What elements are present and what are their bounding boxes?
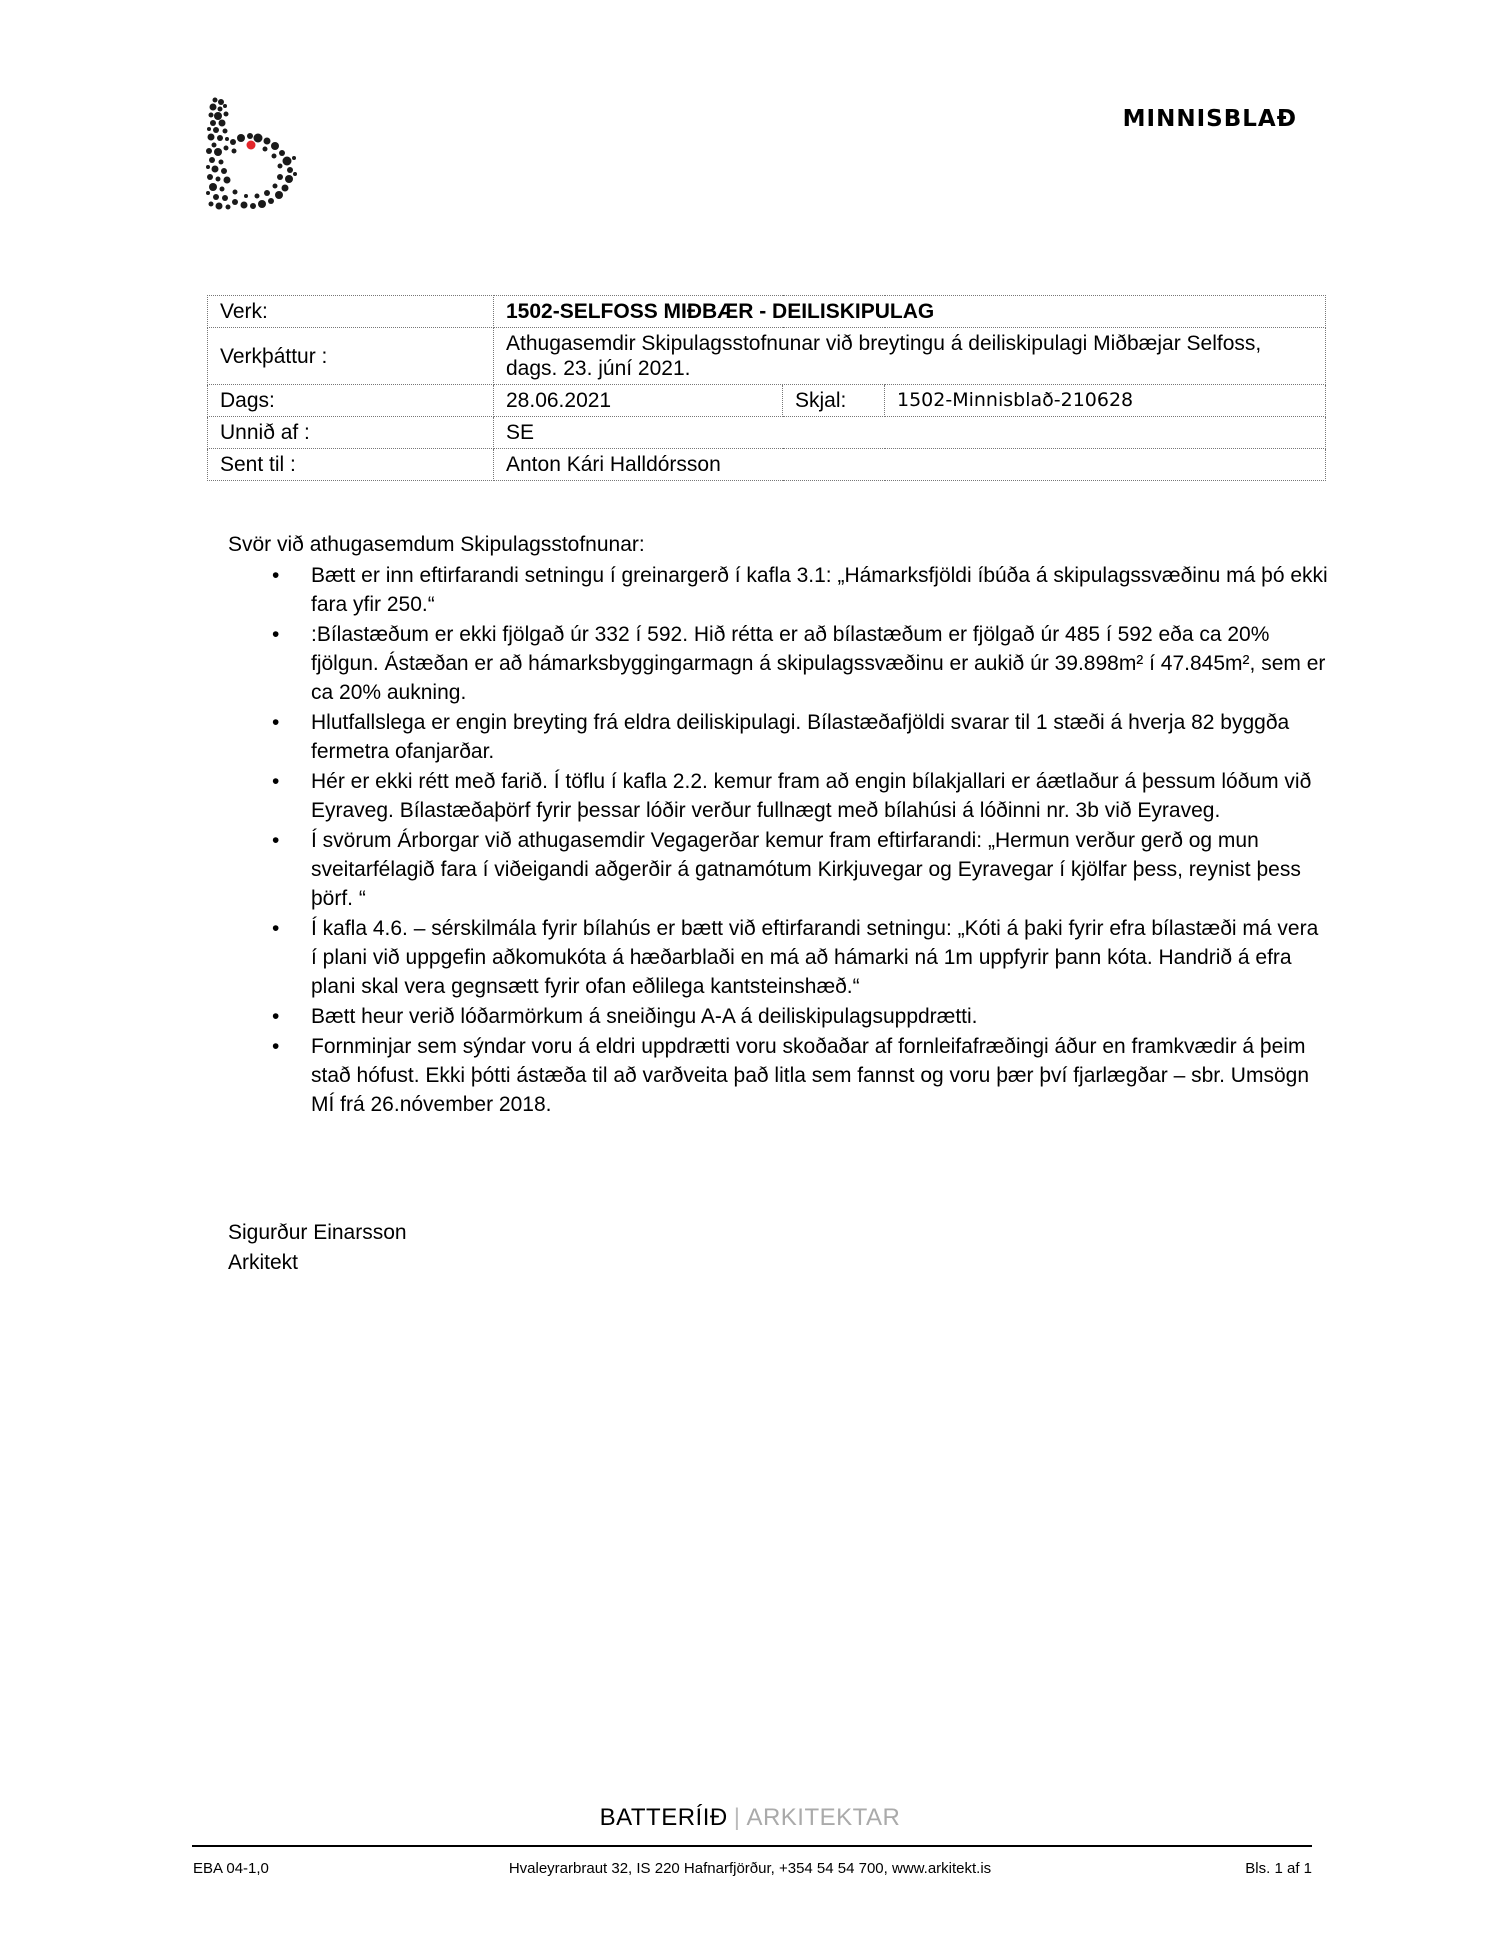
section-label: Verkþáttur : bbox=[208, 328, 494, 385]
brand-name: BATTERÍIÐ bbox=[599, 1804, 728, 1831]
bullet-icon: • bbox=[272, 770, 280, 793]
list-item bbox=[228, 914, 1328, 1001]
memo-intro: Svör við athugasemdum Skipulagsstofnunar: bbox=[228, 533, 645, 556]
document-type-title: MINNISBLAÐ bbox=[1122, 106, 1297, 132]
list-item-text: Bætt er inn eftirfarandi setningu í greinargerð í kafla 3.1: „Hámarksfjöldi íbúða á skipulagssvæðinu má þó ekki fara yfir 250.“ bbox=[311, 564, 1328, 616]
footer-divider bbox=[192, 1845, 1312, 1847]
info-row-section bbox=[208, 328, 1326, 385]
page-number: Bls. 1 af 1 bbox=[1245, 1860, 1312, 1877]
section-value: Athugasemdir Skipulagsstofnunar við breytingu á deiliskipulagi Miðbæjar Selfoss, dags. 23. júní 2021. bbox=[494, 328, 1326, 385]
list-item-text: Hlutfallslega er engin breyting frá eldra deiliskipulagi. Bílastæðafjöldi svarar til 1 stæði á hverja 82 byggða fermetra ofanjarðar. bbox=[311, 711, 1290, 763]
list-item bbox=[228, 1032, 1328, 1119]
brand-subtitle: ARKITEKTAR bbox=[746, 1804, 901, 1831]
date-value: 28.06.2021 bbox=[494, 385, 783, 417]
list-item-text: :Bílastæðum er ekki fjölgað úr 332 í 592. Hið rétta er að bílastæðum er fjölgað úr 485 í 592 eða ca 20% fjölgun. Ástæðan er að hámarksbyggingarmagn á skipulagssvæðinu er aukið úr 39.898m² í 47.845m², sem er ca 20% aukning. bbox=[311, 623, 1326, 704]
info-row-recipient bbox=[208, 449, 1326, 481]
info-row-author bbox=[208, 417, 1326, 449]
form-code: EBA 04-1,0 bbox=[193, 1860, 269, 1877]
list-item-text: Bætt heur verið lóðarmörkum á sneiðingu A-A á deiliskipulagsuppdrætti. bbox=[311, 1005, 978, 1028]
document-info-table bbox=[207, 295, 1326, 481]
memo-body bbox=[228, 530, 1328, 1120]
list-item bbox=[228, 767, 1328, 825]
list-item bbox=[228, 561, 1328, 619]
author-label: Unnið af : bbox=[208, 417, 494, 449]
response-list bbox=[228, 561, 1328, 1119]
info-row-project bbox=[208, 296, 1326, 328]
recipient-value: Anton Kári Halldórsson bbox=[494, 449, 1326, 481]
bullet-icon: • bbox=[272, 711, 280, 734]
list-item bbox=[228, 708, 1328, 766]
company-logo bbox=[205, 96, 305, 216]
signature-title: Arkitekt bbox=[228, 1251, 299, 1274]
bullet-icon: • bbox=[272, 1005, 280, 1028]
project-label: Verk: bbox=[208, 296, 494, 328]
bullet-icon: • bbox=[272, 917, 280, 940]
recipient-label: Sent til : bbox=[208, 449, 494, 481]
list-item-text: Í kafla 4.6. – sérskilmála fyrir bílahús er bætt við eftirfarandi setningu: „Kóti á þaki fyrir efra bílastæði má vera í plani við uppgefin aðkomukóta á hæðarblaði en má að hámarki ná 1m uppfyrir þann kóta. Handrið á efra plani skal vera gegnsætt fyrir ofan eðlilega kantsteinshæð.“ bbox=[311, 917, 1319, 998]
file-label: Skjal: bbox=[783, 385, 885, 417]
date-label: Dags: bbox=[208, 385, 494, 417]
bullet-icon: • bbox=[272, 564, 280, 587]
list-item-text: Hér er ekki rétt með farið. Í töflu í kafla 2.2. kemur fram að engin bílakjallari er áætlaður á þessum lóðum við Eyraveg. Bílastæðaþörf fyrir þessar lóðir verður fullnægt með bílahúsi á lóðinni nr. 3b við Eyraveg. bbox=[311, 770, 1312, 822]
author-value: SE bbox=[494, 417, 1326, 449]
brand-separator: | bbox=[733, 1804, 741, 1831]
company-address: Hvaleyrarbraut 32, IS 220 Hafnarfjörður, +354 54 54 700, www.arkitekt.is bbox=[508, 1860, 992, 1877]
list-item-text: Fornminjar sem sýndar voru á eldri uppdrætti voru skoðaðar af fornleifafræðingi áður en framkvædir á þeim stað hófust. Ekki þótti ástæða til að varðveita það litla sem fannst og voru þær því fjarlægðar – sbr. Umsögn MÍ frá 26.nóvember 2018. bbox=[311, 1035, 1309, 1116]
list-item bbox=[228, 1002, 1328, 1031]
list-item bbox=[228, 620, 1328, 707]
list-item-text: Í svörum Árborgar við athugasemdir Vegagerðar kemur fram eftirfarandi: „Hermun verður gerð og mun sveitarfélagið fara í viðeigandi aðgerðir á gatnamótum Kirkjuvegar og Eyravegar í kjölfar þess, reynist þess þörf. “ bbox=[311, 829, 1301, 910]
footer-brand bbox=[0, 1804, 1500, 1832]
bullet-icon: • bbox=[272, 623, 280, 646]
project-value: 1502-SELFOSS MIÐBÆR - DEILISKIPULAG bbox=[494, 296, 1326, 328]
bullet-icon: • bbox=[272, 1035, 280, 1058]
info-row-date bbox=[208, 385, 1326, 417]
signature-block bbox=[228, 1218, 407, 1278]
signature-name: Sigurður Einarsson bbox=[228, 1221, 407, 1244]
bullet-icon: • bbox=[272, 829, 280, 852]
list-item bbox=[228, 826, 1328, 913]
file-value: 1502-Minnisblað-210628 bbox=[885, 385, 1326, 417]
